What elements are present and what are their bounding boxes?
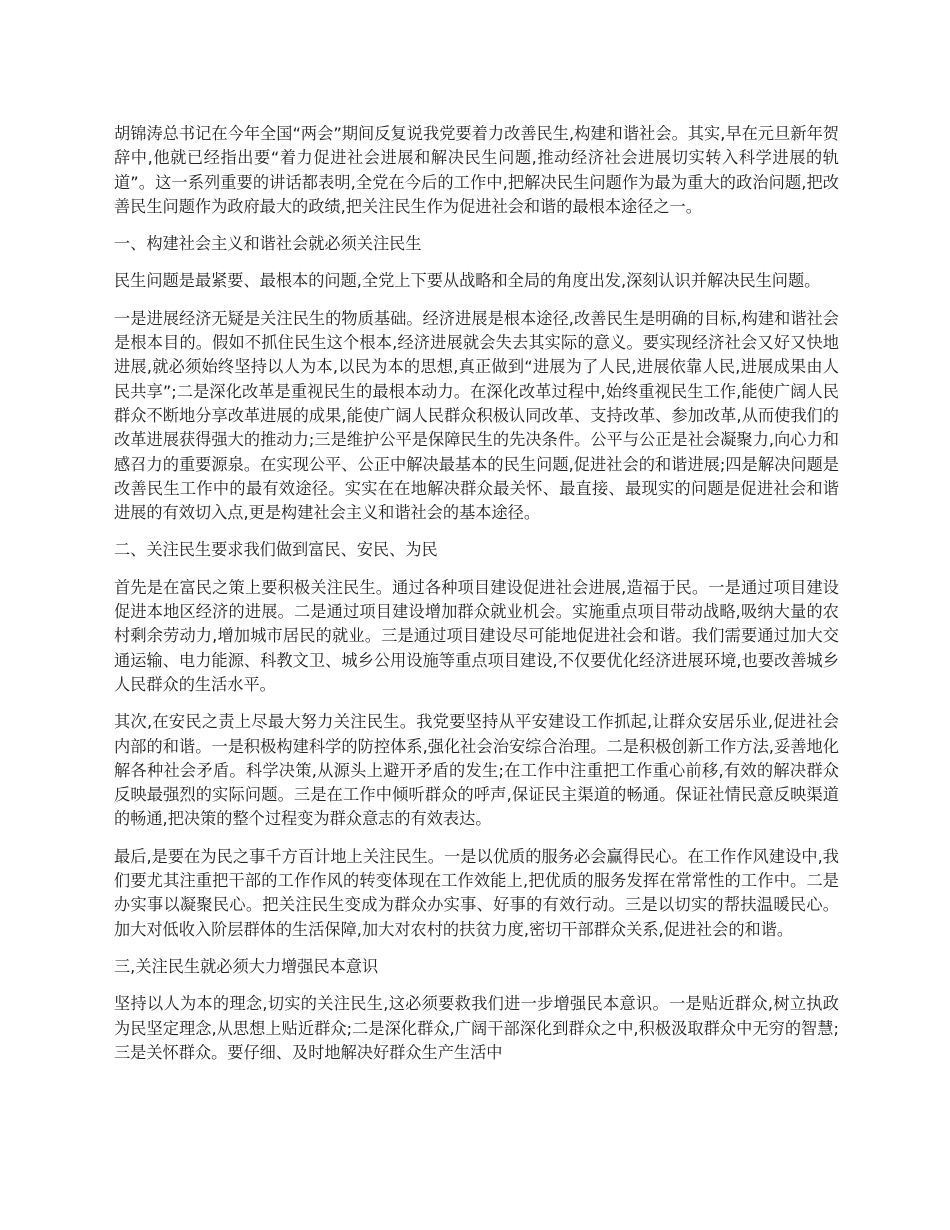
section-heading-1: 一、构建社会主义和谐社会就必须关注民生 [114,234,422,254]
paragraph: 坚持以人为本的理念,切实的关注民生,这必须要救我们进一步增强民本意识。一是贴近群众,树立执政为民坚定理念,从思想上贴近群众;二是深化群众,广阔干部深化到群众之中,积极汲取群众中无穷的智慧;三是关怀群众。要仔细、及时地解决好群众生产生活中 [114,994,839,1062]
paragraph: 首先是在富民之策上要积极关注民生。通过各种项目建设促进社会进展,造福于民。一是通过项目建设促进本地区经济的进展。二是通过项目建设增加群众就业机会。实施重点项目带动战略,吸纳大量的农村剩余劳动力,增加城市居民的就业。三是通过项目建设尽可能地促进社会和谐。我们需要通过加大交通运输、电力能源、科教文卫、城乡公用设施等重点项目建设,不仅要优化经济进展环境,也要改善城乡人民群众的生活水平。 [114,577,839,694]
document-body [114,122,839,1078]
section-heading-3: 三,关注民生就必须大力增强民本意识 [114,956,379,976]
section-heading-2: 二、关注民生要求我们做到富民、安民、为民 [114,540,438,560]
paragraph: 民生问题是最紧要、最根本的问题,全党上下要从战略和全局的角度出发,深刻认识并解决民生问题。 [114,271,821,291]
paragraph: 一是进展经济无疑是关注民生的物质基础。经济进展是根本途径,改善民生是明确的目标,构建和谐社会是根本目的。假如不抓住民生这个根本,经济进展就会失去其实际的意义。要实现经济社会又好又快地进展,就必须始终坚持以人为本,以民为本的思想,真正做到“进展为了人民,进展依靠人民,进展成果由人民共享”;二是深化改革是重视民生的最根本动力。在深化改革过程中,始终重视民生工作,能使广阔人民群众不断地分享改革进展的成果,能使广阔人民群众积极认同改革、支持改革、参加改革,从而使我们的改革进展获得强大的推动力;三是维护公平是保障民生的先决条件。公平与公正是社会凝聚力,向心力和感召力的重要源泉。在实现公平、公正中解决最基本的民生问题,促进社会的和谐进展;四是解决问题是改善民生工作中的最有效途径。实实在在地解决群众最关怀、最直接、最现实的问题是促进社会和谐进展的有效切入点,更是构建社会主义和谐社会的基本途径。 [114,308,839,523]
paragraph: 最后,是要在为民之事千方百计地上关注民生。一是以优质的服务必会赢得民心。在工作作风建设中,我们要尤其注重把干部的工作作风的转变体现在工作效能上,把优质的服务发挥在常常性的工作中。二是办实事以凝聚民心。把关注民生变成为群众办实事、好事的有效行动。三是以切实的帮扶温暖民心。加大对低收入阶层群体的生活保障,加大对农村的扶贫力度,密切干部群众关系,促进社会的和谐。 [114,846,839,939]
paragraph: 其次,在安民之责上尽最大努力关注民生。我党要坚持从平安建设工作抓起,让群众安居乐业,促进社会内部的和谐。一是积极构建科学的防控体系,强化社会治安综合治理。二是积极创新工作方法,妥善地化解各种社会矛盾。科学决策,从源头上避开矛盾的发生;在工作中注重把工作重心前移,有效的解决群众反映最强烈的实际问题。三是在工作中倾听群众的呼声,保证民主渠道的畅通。保证社情民意反映渠道的畅通,把决策的整个过程变为群众意志的有效表达。 [114,712,839,829]
intro-paragraph: 胡锦涛总书记在今年全国“两会”期间反复说我党要着力改善民生,构建和谐社会。其实,早在元旦新年贺辞中,他就已经指出要“着力促进社会进展和解决民生问题,推动经济社会进展切实转入科学进展的轨道”。这一系列重要的讲话都表明,全党在今后的工作中,把解决民生问题作为最为重大的政治问题,把改善民生问题作为政府最大的政绩,把关注民生作为促进社会和谐的最根本途径之一。 [114,124,839,216]
